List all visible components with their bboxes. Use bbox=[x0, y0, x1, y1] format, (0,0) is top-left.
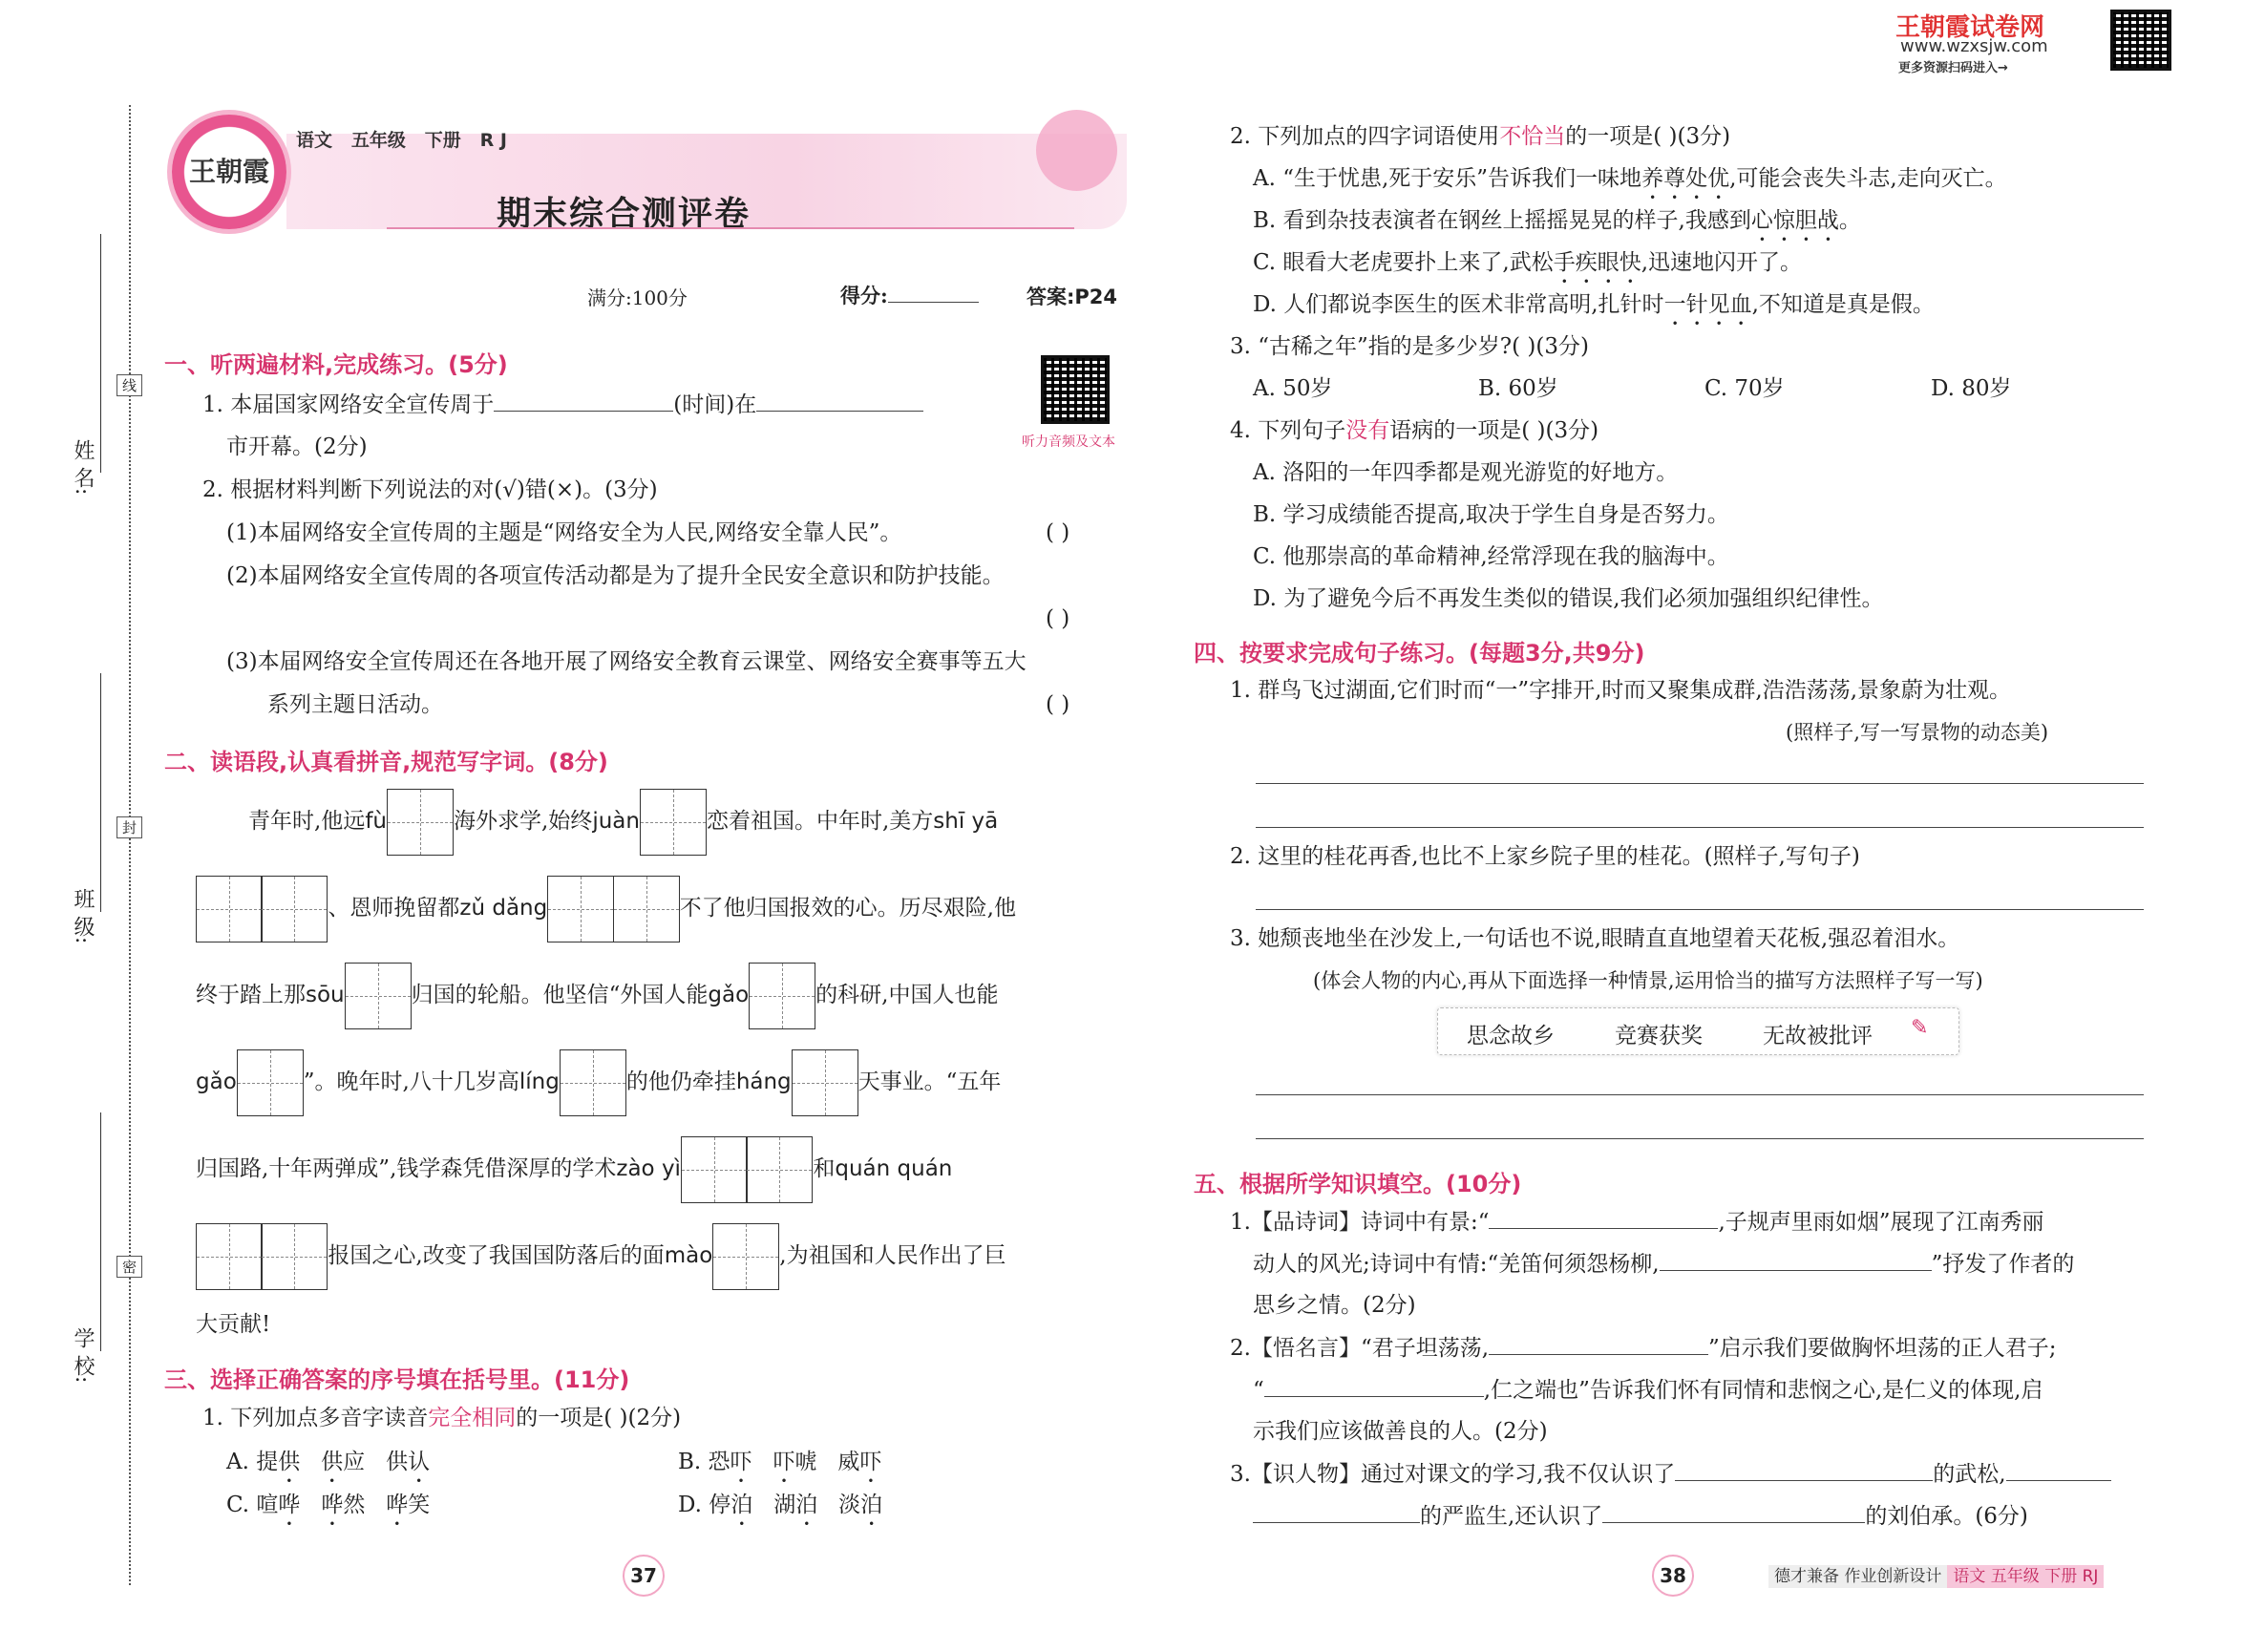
line-word-xian: 线 bbox=[116, 374, 142, 396]
opt-text: ,可能会丧失斗志,走向灭亡。 bbox=[1729, 166, 2007, 191]
option-char: 应 bbox=[343, 1450, 366, 1474]
s2-text: 的科研,中国人也能 bbox=[815, 983, 999, 1007]
s3-q2-option-b[interactable] bbox=[1253, 206, 1861, 246]
choice-2[interactable]: 竞赛获奖 bbox=[1615, 1024, 1703, 1048]
s1-paren-2[interactable]: ( ) bbox=[1046, 606, 1070, 631]
s5-q1-line-2 bbox=[1253, 1249, 2074, 1279]
s5-q1-tag: 1.【品诗词】 bbox=[1230, 1210, 1361, 1235]
option-char: 淡 bbox=[838, 1493, 861, 1517]
s5-q1-line-1 bbox=[1230, 1207, 2044, 1237]
s5-text: ”启示我们要做胸怀坦荡的正人君子; bbox=[1708, 1336, 2057, 1361]
s3-q3-option-c[interactable]: C. 70岁 bbox=[1704, 376, 1785, 401]
s3-q4-key: 没有 bbox=[1345, 418, 1390, 443]
brand-name: 王朝霞试卷网 bbox=[1895, 13, 2045, 42]
option-char: 哗 bbox=[278, 1493, 301, 1517]
pinyin-sou: sōu bbox=[306, 983, 345, 1007]
full-score: 满分:100分 bbox=[587, 286, 688, 309]
opt-text: D. 人们都说李医生的医术非常高明,扎针时 bbox=[1253, 292, 1664, 317]
s2-text: 青年时,他远 bbox=[248, 809, 366, 834]
s5-text: ”抒发了作者的 bbox=[1931, 1252, 2075, 1277]
s3-q3-option-a[interactable]: A. 50岁 bbox=[1253, 376, 1333, 401]
s3-q3-option-b[interactable]: B. 60岁 bbox=[1478, 376, 1558, 401]
s4-q1: 1. 群鸟飞过湖面,它们时而“一”字排开,时而又聚集成群,浩浩荡荡,景象蔚为壮观。 bbox=[1230, 678, 2012, 703]
series-footer bbox=[1768, 1562, 2104, 1586]
s5-text: “ bbox=[1253, 1378, 1264, 1403]
s5-q1-line-3: 思乡之情。(2分) bbox=[1253, 1293, 1416, 1318]
s3-q1-post: 的一项是( )(2分) bbox=[516, 1406, 682, 1430]
s5-q2-line-1 bbox=[1230, 1333, 2057, 1363]
s1-paren-1[interactable]: ( ) bbox=[1046, 520, 1070, 545]
answer-ref: 答案:P24 bbox=[1027, 286, 1118, 308]
s3-q2 bbox=[1230, 122, 1730, 151]
score-text: 得分: bbox=[840, 284, 888, 307]
section-5-heading: 五、根据所学知识填空。(10分) bbox=[1194, 1171, 1522, 1197]
option-char: 哗 bbox=[386, 1493, 409, 1517]
option-char: 吓 bbox=[730, 1450, 752, 1474]
option-letter: B. bbox=[678, 1450, 709, 1474]
s3-q4 bbox=[1230, 416, 1598, 445]
s2-text: 报国之心,改变了我国国防落后的面 bbox=[328, 1243, 665, 1268]
pinyin-ling: líng bbox=[519, 1070, 560, 1094]
s3-q2-option-c[interactable] bbox=[1253, 248, 1802, 288]
s2-text: 海外求学,始终 bbox=[454, 809, 593, 834]
opt-text: B. 看到杂技表演者在钢丝上摇摇晃晃的样子,我感到 bbox=[1253, 208, 1751, 233]
s5-q3-blank-2-cont[interactable] bbox=[1253, 1501, 1420, 1523]
s3-q2-key: 不恰当 bbox=[1499, 124, 1566, 149]
option-letter: A. bbox=[226, 1450, 257, 1474]
s5-q3-tag: 3.【识人物】 bbox=[1230, 1462, 1361, 1487]
pinyin-shiya: shī yā bbox=[933, 809, 999, 834]
opt-text: C. 眼看大老虎要扑上来了,武松 bbox=[1253, 250, 1554, 275]
series-tag: 语文 五年级 下册 RJ bbox=[1947, 1565, 2104, 1588]
s1-q1-text-a: 1. 本届国家网络安全宣传周于 bbox=[202, 392, 495, 417]
s5-q1-blank-1[interactable] bbox=[1489, 1207, 1718, 1229]
series-name: 德才兼备 作业创新设计 bbox=[1768, 1565, 1947, 1588]
line-word-feng: 封 bbox=[116, 816, 142, 838]
s5-q3-line-1 bbox=[1230, 1459, 2111, 1489]
option-char: 泊 bbox=[795, 1493, 818, 1517]
s2-text: 天事业。“五年 bbox=[857, 1070, 1002, 1094]
s1-q1-cont: 市开幕。(2分) bbox=[226, 434, 368, 459]
opt-key: 手疾眼快 bbox=[1553, 250, 1641, 275]
s3-q2-option-d[interactable] bbox=[1253, 290, 1935, 330]
brand-url: www.wzxsjw.com bbox=[1900, 36, 2048, 56]
s5-q2-line-3: 示我们应该做善良的人。(2分) bbox=[1253, 1419, 1548, 1444]
s2-text: 终于踏上那 bbox=[196, 983, 306, 1007]
section-2-heading: 二、读语段,认真看拼音,规范写字词。(8分) bbox=[164, 749, 608, 775]
pinyin-gao: gǎo bbox=[196, 1070, 237, 1094]
section-4-heading: 四、按要求完成句子练习。(每题3分,共9分) bbox=[1194, 640, 1645, 667]
school-label: 学 校: bbox=[71, 1327, 95, 1384]
s3-q1-pre: 1. 下列加点多音字读音 bbox=[202, 1406, 429, 1430]
class-label: 班 级: bbox=[71, 888, 95, 944]
pinyin-mao: mào bbox=[664, 1243, 713, 1268]
s4-q1-requirement: (照样子,写一写景物的动态美) bbox=[1786, 721, 2049, 744]
s2-row-7: 大贡献! bbox=[196, 1312, 271, 1337]
page-title: 期末综合测评卷 bbox=[497, 195, 752, 234]
option-char: 吓 bbox=[859, 1450, 882, 1474]
line-word-mi: 密 bbox=[116, 1256, 142, 1278]
s3-q1-key: 完全相同 bbox=[428, 1406, 517, 1430]
choice-3[interactable]: 无故被批评 bbox=[1763, 1024, 1873, 1048]
s2-text: 和 bbox=[813, 1156, 836, 1181]
opt-text: A. “生于忧患,死于安乐”告诉我们一味地 bbox=[1253, 166, 1642, 191]
s2-text: ,为祖国和人民作出了巨 bbox=[779, 1243, 1006, 1268]
option-char: 供 bbox=[386, 1450, 409, 1474]
pinyin-zaoyi: zào yì bbox=[616, 1156, 681, 1181]
option-char: 然 bbox=[343, 1493, 366, 1517]
s5-text: 的武松, bbox=[1933, 1462, 2006, 1487]
s1-item-2: (2)本届网络安全宣传周的各项宣传活动都是为了提升全民安全意识和防护技能。 bbox=[226, 563, 1005, 588]
s3-q3: 3. “古稀之年”指的是多少岁?( )(3分) bbox=[1230, 334, 1589, 359]
s1-item-3-cont: 系列主题日活动。 bbox=[267, 692, 443, 717]
name-label: 姓 名: bbox=[71, 439, 95, 496]
s5-text: “君子坦荡荡, bbox=[1360, 1336, 1490, 1361]
tag-edition: R J bbox=[479, 130, 507, 151]
opt-text: 。 bbox=[1838, 208, 1861, 233]
s5-q2-tag: 2.【悟名言】 bbox=[1230, 1336, 1361, 1361]
option-char: 喧 bbox=[256, 1493, 279, 1517]
option-char: 供 bbox=[278, 1450, 301, 1474]
opt-text: ,不知道是真是假。 bbox=[1751, 292, 1935, 317]
option-char: 吓 bbox=[773, 1450, 795, 1474]
s5-q2-line-2 bbox=[1253, 1375, 2043, 1405]
s2-text: 、恩师挽留都 bbox=[328, 896, 460, 921]
option-letter: C. bbox=[226, 1493, 257, 1517]
brand-hint: 更多资源扫码进入→ bbox=[1898, 61, 2008, 75]
option-char: 泊 bbox=[860, 1493, 883, 1517]
qr-caption: 听力音频及文本 bbox=[1022, 434, 1115, 450]
s2-text: ”。晚年时,八十几岁高 bbox=[303, 1070, 519, 1094]
s5-text: ,子规声里雨如烟”展现了江南秀丽 bbox=[1718, 1210, 2044, 1235]
tag-volume: 下册 bbox=[424, 130, 461, 151]
pinyin-zudang: zǔ dǎng bbox=[459, 896, 548, 921]
s3-q4-option-b[interactable]: B. 学习成绩能否提高,取决于学生自身是否努力。 bbox=[1253, 502, 1729, 527]
pencil-icon: ✎ bbox=[1911, 1016, 1929, 1040]
option-char: 湖 bbox=[773, 1493, 796, 1517]
s4-q3-requirement: (体会人物的内心,再从下面选择一种情景,运用恰当的描写方法照样子写一写) bbox=[1313, 969, 1983, 992]
tag-subject: 语文 bbox=[296, 130, 333, 151]
s1-paren-3[interactable]: ( ) bbox=[1046, 692, 1070, 717]
s3-q4-post: 语病的一项是( )(3分) bbox=[1389, 418, 1599, 443]
logo-text: 王朝霞 bbox=[188, 156, 269, 187]
s5-text: 动人的风光;诗词中有情:“羌笛何须怨杨柳, bbox=[1253, 1252, 1660, 1277]
s2-text: 归国路,十年两弹成”,钱学森凭借深厚的学术 bbox=[196, 1156, 617, 1181]
option-char: 笑 bbox=[408, 1493, 431, 1517]
s3-q4-option-c[interactable]: C. 他那崇高的革命精神,经常浮现在我的脑海中。 bbox=[1253, 544, 1729, 569]
option-char: 唬 bbox=[794, 1450, 817, 1474]
s4-q3-answer-line-2[interactable] bbox=[1256, 1138, 2144, 1139]
option-char: 提 bbox=[256, 1450, 279, 1474]
s2-text: 归国的轮船。他坚信“外国人能 bbox=[411, 983, 709, 1007]
pinyin-gao: gǎo bbox=[708, 983, 750, 1007]
s4-q2-answer-line[interactable] bbox=[1256, 909, 2144, 910]
s5-text: 的刘伯承。(6分) bbox=[1865, 1504, 2028, 1529]
s5-q1-blank-2[interactable] bbox=[1660, 1249, 1932, 1271]
option-char: 威 bbox=[837, 1450, 860, 1474]
s5-q3-blank-3[interactable] bbox=[1602, 1501, 1865, 1523]
s5-q2-blank-1[interactable] bbox=[1489, 1333, 1708, 1355]
s5-text: 通过对课文的学习,我不仅认识了 bbox=[1360, 1462, 1676, 1487]
s3-q2-pre: 2. 下列加点的四字词语使用 bbox=[1230, 124, 1500, 149]
pinyin-hang: háng bbox=[735, 1070, 792, 1094]
s4-q2: 2. 这里的桂花再香,也比不上家乡院子里的桂花。(照样子,写句子) bbox=[1230, 844, 1860, 869]
s4-choices-box bbox=[1437, 1007, 1959, 1055]
choice-1[interactable]: 思念故乡 bbox=[1467, 1024, 1555, 1048]
s4-q1-answer-line-1[interactable] bbox=[1256, 783, 2144, 784]
opt-key: 一针见血 bbox=[1663, 292, 1752, 317]
s1-q1-text-b: (时间)在 bbox=[673, 392, 757, 417]
s4-q1-answer-line-2[interactable] bbox=[1256, 827, 2144, 828]
s5-q3-blank-2[interactable] bbox=[2006, 1459, 2111, 1481]
option-letter: D. bbox=[678, 1493, 709, 1517]
s3-q4-pre: 4. 下列句子 bbox=[1230, 418, 1346, 443]
s3-q2-post: 的一项是( )(3分) bbox=[1565, 124, 1731, 149]
pinyin-juan: juàn bbox=[592, 809, 640, 834]
s5-q2-blank-2[interactable] bbox=[1264, 1375, 1484, 1397]
option-char: 停 bbox=[709, 1493, 731, 1517]
s4-q3: 3. 她颓丧地坐在沙发上,一句话也不说,眼睛直直地望着天花板,强忍着泪水。 bbox=[1230, 926, 1960, 951]
tag-grade: 五年级 bbox=[350, 130, 406, 151]
s3-q4-option-d[interactable]: D. 为了避免今后不再发生类似的错误,我们必须加强组织纪律性。 bbox=[1253, 586, 1884, 611]
s1-item-3: (3)本届网络安全宣传周还在各地开展了网络安全教育云课堂、网络安全赛事等五大 bbox=[226, 649, 1027, 674]
opt-text: ,迅速地闪开了。 bbox=[1641, 250, 1803, 275]
s1-q2: 2. 根据材料判断下列说法的对(√)错(×)。(3分) bbox=[202, 477, 658, 502]
s5-text: 的严监生,还认识了 bbox=[1420, 1504, 1603, 1529]
option-char: 认 bbox=[408, 1450, 431, 1474]
s1-item-1: (1)本届网络安全宣传周的主题是“网络安全为人民,网络安全靠人民”。 bbox=[226, 520, 902, 545]
s5-q3-line-2 bbox=[1253, 1501, 2028, 1531]
s3-q4-option-a[interactable]: A. 洛阳的一年四季都是观光游览的好地方。 bbox=[1253, 460, 1679, 485]
s3-q2-option-a[interactable] bbox=[1253, 164, 2007, 204]
s2-text: 恋着祖国。中年时,美方 bbox=[706, 809, 934, 834]
page-number-right: 38 bbox=[1652, 1555, 1694, 1597]
s5-q3-blank-1[interactable] bbox=[1675, 1459, 1933, 1481]
opt-key: 心惊胆战 bbox=[1750, 208, 1839, 233]
pinyin-fu: fù bbox=[365, 809, 387, 834]
pinyin-quanquan: quán quán bbox=[835, 1156, 953, 1181]
option-char: 泊 bbox=[730, 1493, 753, 1517]
option-char: 恐 bbox=[708, 1450, 730, 1474]
s5-text: ,仁之端也”告诉我们怀有同情和悲悯之心,是仁义的体现,启 bbox=[1483, 1378, 2043, 1403]
option-char: 哗 bbox=[321, 1493, 344, 1517]
s2-text: 不了他归国报效的心。历尽艰险,他 bbox=[679, 896, 1016, 921]
page-number-left: 37 bbox=[623, 1555, 665, 1597]
option-char: 供 bbox=[321, 1450, 344, 1474]
opt-key: 养尊处优 bbox=[1641, 166, 1730, 191]
s2-text: 的他仍牵挂 bbox=[625, 1070, 736, 1094]
s5-text: 诗词中有景:“ bbox=[1360, 1210, 1490, 1235]
s3-q3-option-d[interactable]: D. 80岁 bbox=[1931, 376, 2012, 401]
section-1-heading: 一、听两遍材料,完成练习。(5分) bbox=[164, 351, 508, 378]
section-3-heading: 三、选择正确答案的序号填在括号里。(11分) bbox=[164, 1366, 630, 1393]
s4-q3-answer-line-1[interactable] bbox=[1256, 1094, 2144, 1095]
